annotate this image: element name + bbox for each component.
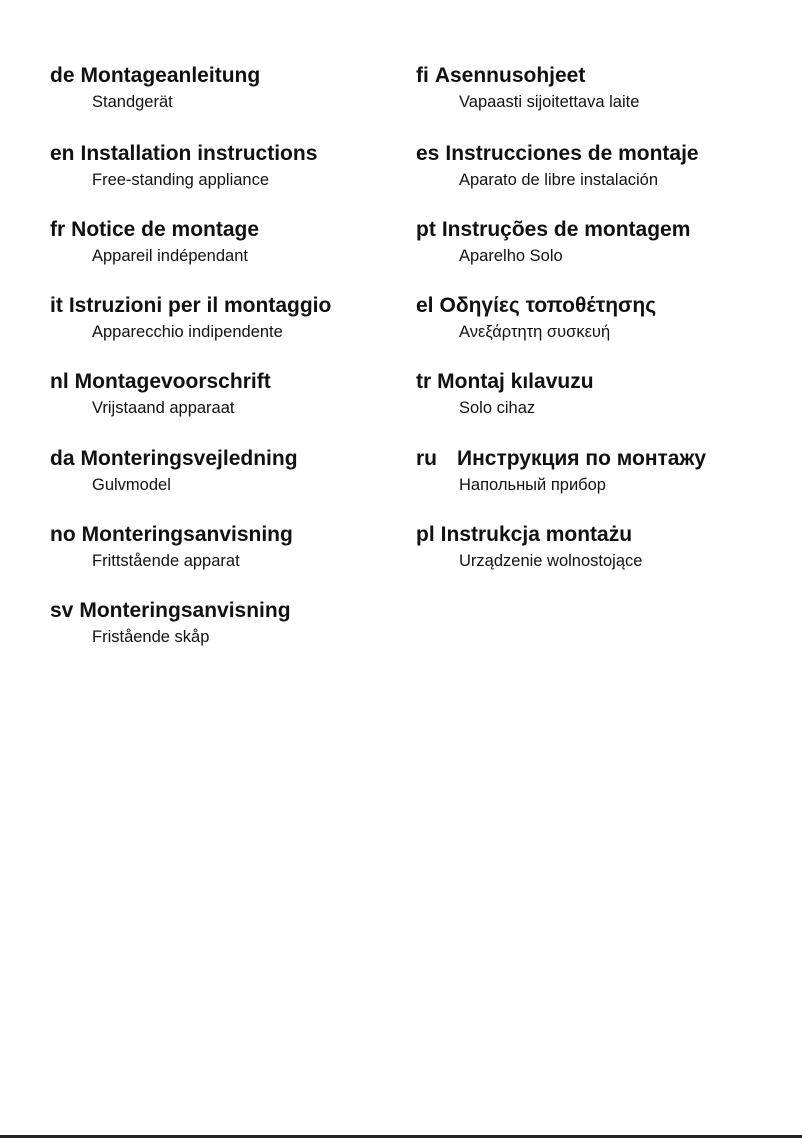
- entry-heading: [416, 142, 699, 166]
- language-entry-tr: [416, 370, 594, 419]
- entry-title: Monteringsanvisning: [79, 599, 291, 622]
- entry-title: Istruzioni per il montaggio: [68, 294, 332, 317]
- language-code: fr: [50, 218, 66, 241]
- entry-heading: [50, 599, 291, 623]
- entry-title: Montagevoorschrift: [74, 370, 271, 393]
- entry-title: Monteringsanvisning: [81, 523, 293, 546]
- language-entry-ru: [416, 447, 706, 496]
- entry-subtitle: Ανεξάρτητη συσκευή: [459, 323, 611, 341]
- language-entry-pl: [416, 523, 642, 572]
- entry-heading: [416, 370, 594, 394]
- language-code: sv: [50, 599, 74, 622]
- entry-subtitle: Aparelho Solo: [459, 247, 563, 265]
- entry-heading: [50, 218, 259, 242]
- entry-subtitle: Appareil indépendant: [92, 247, 248, 265]
- language-code: en: [50, 142, 75, 165]
- entry-title: Instrucciones de montaje: [445, 142, 699, 165]
- language-code: nl: [50, 370, 69, 393]
- entry-subtitle: Напольный прибор: [459, 476, 606, 494]
- language-entry-nl: [50, 370, 271, 419]
- language-entry-it: [50, 294, 331, 343]
- entry-title: Инструкция по монтажу: [457, 447, 707, 470]
- entry-subtitle: Fristående skåp: [92, 628, 210, 646]
- language-entry-fi: [416, 64, 639, 113]
- language-entry-pt: [416, 218, 690, 267]
- entry-heading: [50, 64, 260, 88]
- entry-title: Asennusohjeet: [434, 64, 586, 87]
- entry-title: Οδηγίες τοποθέτησης: [439, 294, 657, 317]
- language-code: de: [50, 64, 75, 87]
- entry-title: Notice de montage: [71, 218, 260, 241]
- entry-title: Instrukcja montażu: [440, 523, 633, 546]
- entry-heading: [416, 447, 706, 471]
- entry-subtitle: Free-standing appliance: [92, 171, 270, 189]
- entry-title: Instruções de montagem: [441, 218, 691, 241]
- language-code: fi: [416, 64, 429, 87]
- language-entry-en: [50, 142, 317, 191]
- entry-heading: [50, 294, 331, 318]
- language-entry-de: [50, 64, 260, 113]
- language-code: el: [416, 294, 434, 317]
- entry-subtitle: Frittstående apparat: [92, 552, 240, 570]
- entry-heading: [50, 523, 293, 547]
- entry-title: Installation instructions: [80, 142, 318, 165]
- entry-title: Montaj kılavuzu: [437, 370, 594, 393]
- entry-subtitle: Standgerät: [92, 93, 173, 111]
- entry-heading: [50, 447, 298, 471]
- entry-subtitle: Apparecchio indipendente: [92, 323, 283, 341]
- entry-subtitle: Solo cihaz: [459, 399, 536, 417]
- entry-heading: [416, 523, 642, 547]
- language-entry-da: [50, 447, 298, 496]
- language-entry-es: [416, 142, 699, 191]
- entry-heading: [416, 294, 656, 318]
- entry-subtitle: Urządzenie wolnostojące: [459, 552, 643, 570]
- entry-subtitle: Gulvmodel: [92, 476, 171, 494]
- language-code: es: [416, 142, 440, 165]
- entry-heading: [50, 370, 271, 394]
- language-code: ru: [416, 447, 437, 470]
- language-code: pt: [416, 218, 436, 241]
- language-code: no: [50, 523, 76, 546]
- entry-heading: [416, 64, 639, 88]
- entry-subtitle: Aparato de libre instalación: [459, 171, 659, 189]
- language-code: tr: [416, 370, 432, 393]
- entry-title: Montageanleitung: [80, 64, 261, 87]
- entry-subtitle: Vrijstaand apparaat: [92, 399, 235, 417]
- entry-subtitle: Vapaasti sijoitettava laite: [459, 93, 640, 111]
- language-entry-fr: [50, 218, 259, 267]
- language-code: pl: [416, 523, 435, 546]
- language-entry-sv: [50, 599, 291, 648]
- language-entry-el: [416, 294, 656, 343]
- language-code: it: [50, 294, 63, 317]
- language-code: da: [50, 447, 75, 470]
- language-entry-no: [50, 523, 293, 572]
- entry-heading: [416, 218, 690, 242]
- entry-heading: [50, 142, 317, 166]
- entry-title: Monteringsvejledning: [80, 447, 298, 470]
